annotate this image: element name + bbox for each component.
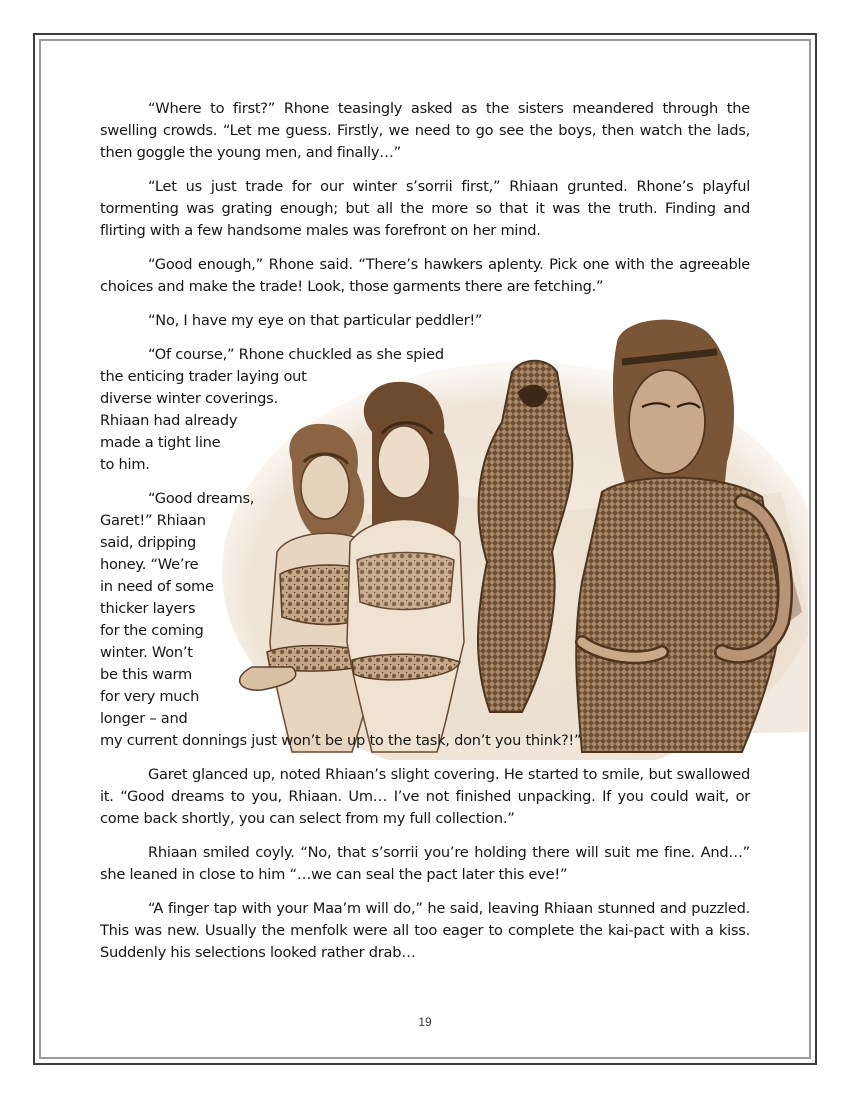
- text-line: the enticing trader laying out: [100, 368, 307, 385]
- text-line: diverse winter coverings.: [100, 390, 278, 407]
- page-text: [100, 98, 750, 976]
- wrapped-text-block: [100, 344, 750, 752]
- paragraph: “Let us just trade for our winter s’sorrii first,” Rhiaan grunted. Rhone’s playful tormenting was grating enough; but all the more so that it was the truth. Finding and flirting with a few handsome males was forefront on her mind.: [100, 178, 750, 239]
- text-line: said, dripping: [100, 534, 197, 551]
- paragraph: “Good enough,” Rhone said. “There’s hawkers aplenty. Pick one with the agreeable choices and make the trade! Look, those garments there are fetching.”: [100, 256, 750, 295]
- text-line: “Of course,” Rhone chuckled as she spied: [148, 346, 444, 363]
- text-line: for very much: [100, 688, 200, 705]
- text-line: Rhiaan had already: [100, 412, 238, 429]
- text-line: to him.: [100, 456, 150, 473]
- text-line: thicker layers: [100, 600, 196, 617]
- page-number: 19: [418, 1015, 432, 1029]
- text-line: my current donnings just won’t be up to the task, don’t you think?!”: [100, 732, 582, 749]
- text-line: be this warm: [100, 666, 192, 683]
- paragraph: “Where to first?” Rhone teasingly asked as the sisters meandered through the swelling crowds. “Let me guess. Firstly, we need to go see the boys, then watch the lads, then goggle the young men, and finally…”: [100, 100, 750, 161]
- paragraph: “No, I have my eye on that particular peddler!”: [148, 312, 483, 329]
- paragraph: “A finger tap with your Maa’m will do,” he said, leaving Rhiaan stunned and puzzled. This was new. Usually the menfolk were all too eager to complete the kai-pact with a kiss. Suddenly his selections looked rather drab…: [100, 900, 750, 961]
- text-line: honey. “We’re: [100, 556, 199, 573]
- text-line: in need of some: [100, 578, 214, 595]
- text-line: longer – and: [100, 710, 188, 727]
- paragraph: Garet glanced up, noted Rhiaan’s slight covering. He started to smile, but swallowed it. “Good dreams to you, Rhiaan. Um… I’ve not finished unpacking. If you could wait, or come back shortly, you can select from my full collection.”: [100, 766, 750, 827]
- text-line: winter. Won’t: [100, 644, 193, 661]
- text-line: Garet!” Rhiaan: [100, 512, 206, 529]
- text-line: for the coming: [100, 622, 204, 639]
- text-line: made a tight line: [100, 434, 221, 451]
- text-line: “Good dreams,: [148, 490, 255, 507]
- paragraph: Rhiaan smiled coyly. “No, that s’sorrii you’re holding there will suit me fine. And…” she leaned in close to him “…we can seal the pact later this eve!”: [100, 844, 750, 883]
